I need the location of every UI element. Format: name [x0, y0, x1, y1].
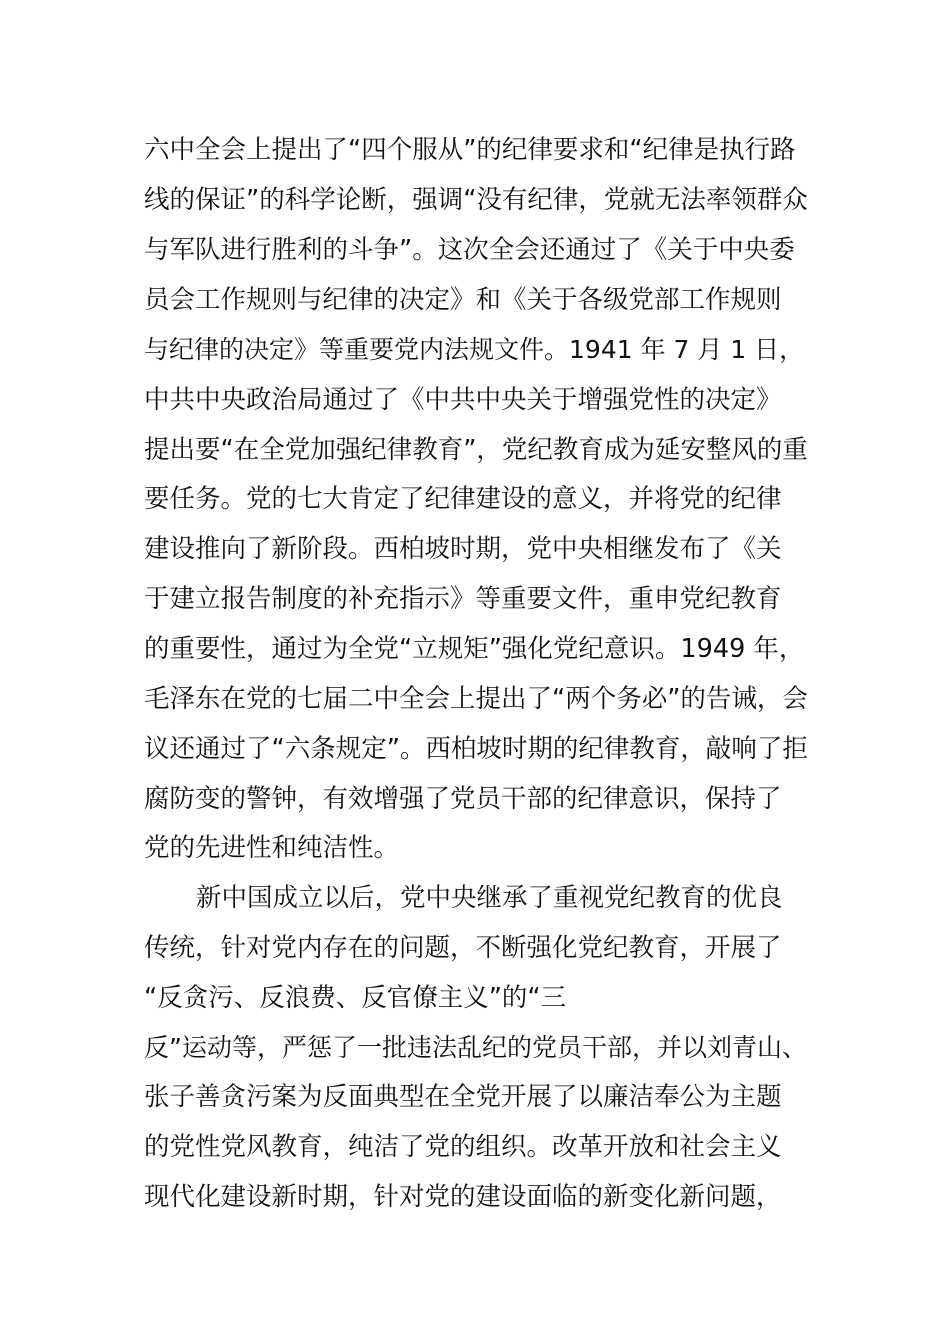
text-line: 线的保证”的科学论断，强调“没有纪律，党就无法率领群众	[144, 185, 808, 215]
text-line: 中共中央政治局通过了《中共中央关于增强党性的决定》	[144, 385, 782, 415]
text-line: 的党性党风教育，纯洁了党的组织。改革开放和社会主义	[144, 1132, 782, 1162]
text-line: “反贪污、反浪费、反官僚主义”的“三	[144, 983, 567, 1013]
text-line: 员会工作规则与纪律的决定》和《关于各级党部工作规则	[144, 285, 782, 315]
text-line: 腐防变的警钟，有效增强了党员干部的纪律意识，保持了	[144, 784, 782, 814]
text-line: 的重要性，通过为全党“立规矩”强化党纪意识。1949 年，	[144, 634, 805, 664]
text-line: 传统，针对党内存在的问题，不断强化党纪教育，开展了	[144, 933, 782, 963]
text-line: 建设推向了新阶段。西柏坡时期，党中央相继发布了《关	[144, 534, 782, 564]
text-line: 六中全会上提出了“四个服从”的纪律要求和“纪律是执行路	[144, 135, 796, 165]
text-line: 提出要“在全党加强纪律教育”，党纪教育成为延安整风的重	[144, 435, 808, 465]
text-line: 议还通过了“六条规定”。西柏坡时期的纪律教育，敲响了拒	[144, 734, 808, 764]
text-line: 与军队进行胜利的斗争”。这次全会还通过了《关于中央委	[144, 235, 795, 265]
text-line: 反”运动等，严惩了一批违法乱纪的党员干部，并以刘青山、	[144, 1033, 807, 1062]
text-line: 要任务。党的七大肯定了纪律建设的意义，并将党的纪律	[144, 484, 782, 514]
text-line: 党的先进性和纯洁性。	[144, 833, 400, 863]
text-line: 张子善贪污案为反面典型在全党开展了以廉洁奉公为主题	[144, 1082, 782, 1112]
text-line: 于建立报告制度的补充指示》等重要文件，重申党纪教育	[144, 584, 782, 614]
paragraph-first-line: 新中国成立以后，党中央继承了重视党纪教育的优良	[196, 883, 783, 913]
text-line: 毛泽东在党的七届二中全会上提出了“两个务必”的告诫，会	[144, 684, 808, 714]
text-line: 与纪律的决定》等重要党内法规文件。1941 年 7 月 1 日，	[144, 335, 805, 364]
text-line: 现代化建设新时期，针对党的建设面临的新变化新问题，	[144, 1182, 782, 1212]
